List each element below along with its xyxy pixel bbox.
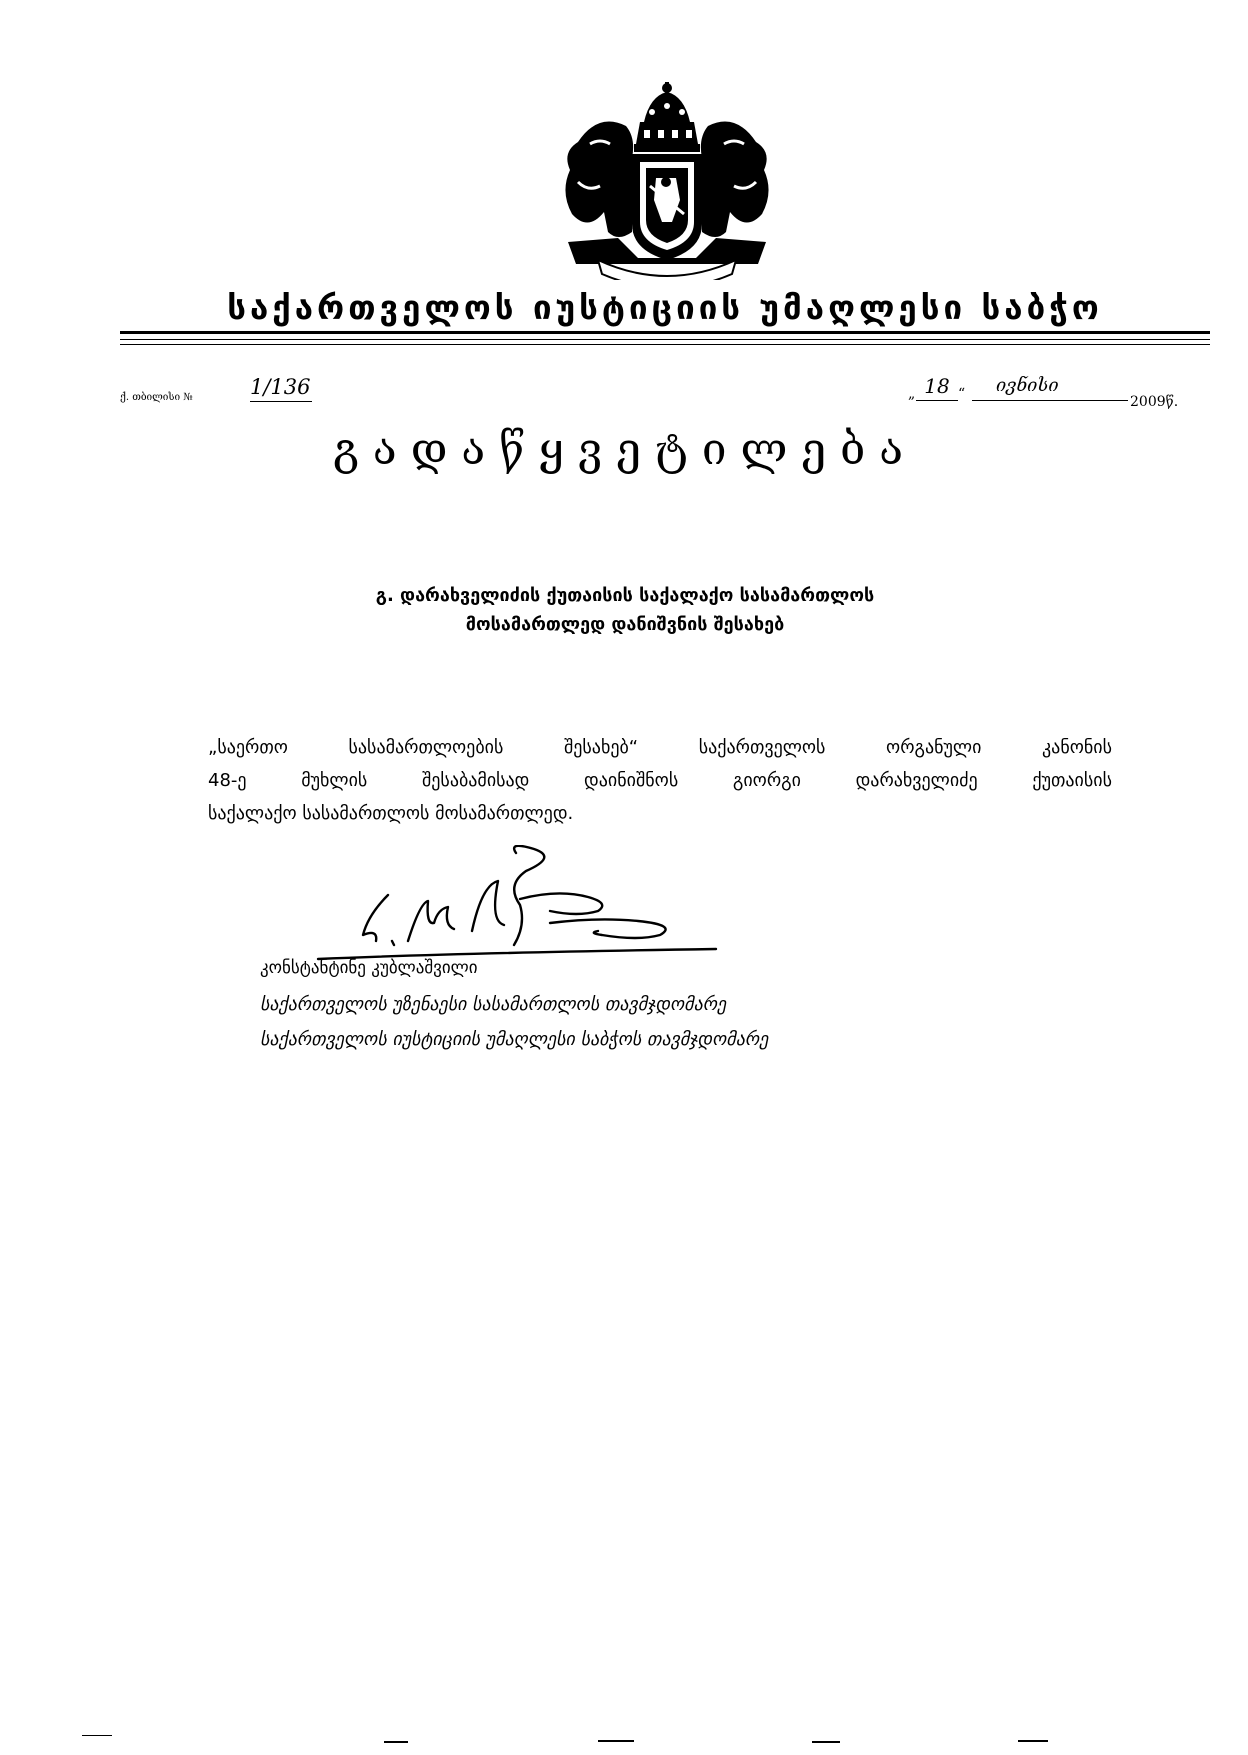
body-line-3: საქალაქო სასამართლოს მოსამართლედ. [208, 803, 574, 824]
handwritten-signature [258, 845, 728, 965]
body-line-2: 48-ე მუხლის შესაბამისად დაინიშნოს გიორგი დარახველიძე ქუთაისის [208, 770, 1112, 791]
header-rule-thick [120, 331, 1210, 334]
document-title: გადაწყვეტილება [332, 424, 917, 475]
coat-of-arms-emblem [548, 82, 786, 280]
scan-artifact [598, 1740, 634, 1742]
date-month: ივნისი [972, 372, 1128, 401]
body-line-1: „საერთო სასამართლოების შესახებ“ საქართველოს ორგანული კანონის [208, 737, 1112, 758]
header-rule-thin [120, 339, 1210, 340]
scan-artifact [82, 1735, 112, 1736]
document-number-label: ქ. თბილისი № [120, 392, 193, 403]
organization-name: საქართველოს იუსტიციის უმაღლესი საბჭო [227, 288, 1103, 327]
date-day: 18 [916, 372, 958, 401]
scan-artifact [1018, 1740, 1048, 1742]
subject-line-2: მოსამართლედ დანიშვნის შესახებ [465, 614, 785, 635]
signatory-name: კონსტანტინე კუბლაშვილი [260, 958, 478, 978]
document-number: 1/136 [250, 373, 312, 402]
header-rule-thin-2 [120, 344, 1210, 345]
scan-artifact [812, 1741, 840, 1743]
signatory-title-2: საქართველოს იუსტიციის უმაღლესი საბჭოს თავმჯდომარე [260, 1029, 769, 1050]
date-day-quote-open: „ [908, 386, 916, 402]
signatory-title-1: საქართველოს უზენაესი სასამართლოს თავმჯდომარე [260, 994, 727, 1015]
date-year: 2009წ. [1130, 394, 1179, 410]
scan-artifact [384, 1741, 408, 1743]
subject-line-1: გ. დარახველიძის ქუთაისის საქალაქო სასამართლოს [375, 585, 875, 606]
date-day-quote-close: “ [958, 386, 966, 402]
